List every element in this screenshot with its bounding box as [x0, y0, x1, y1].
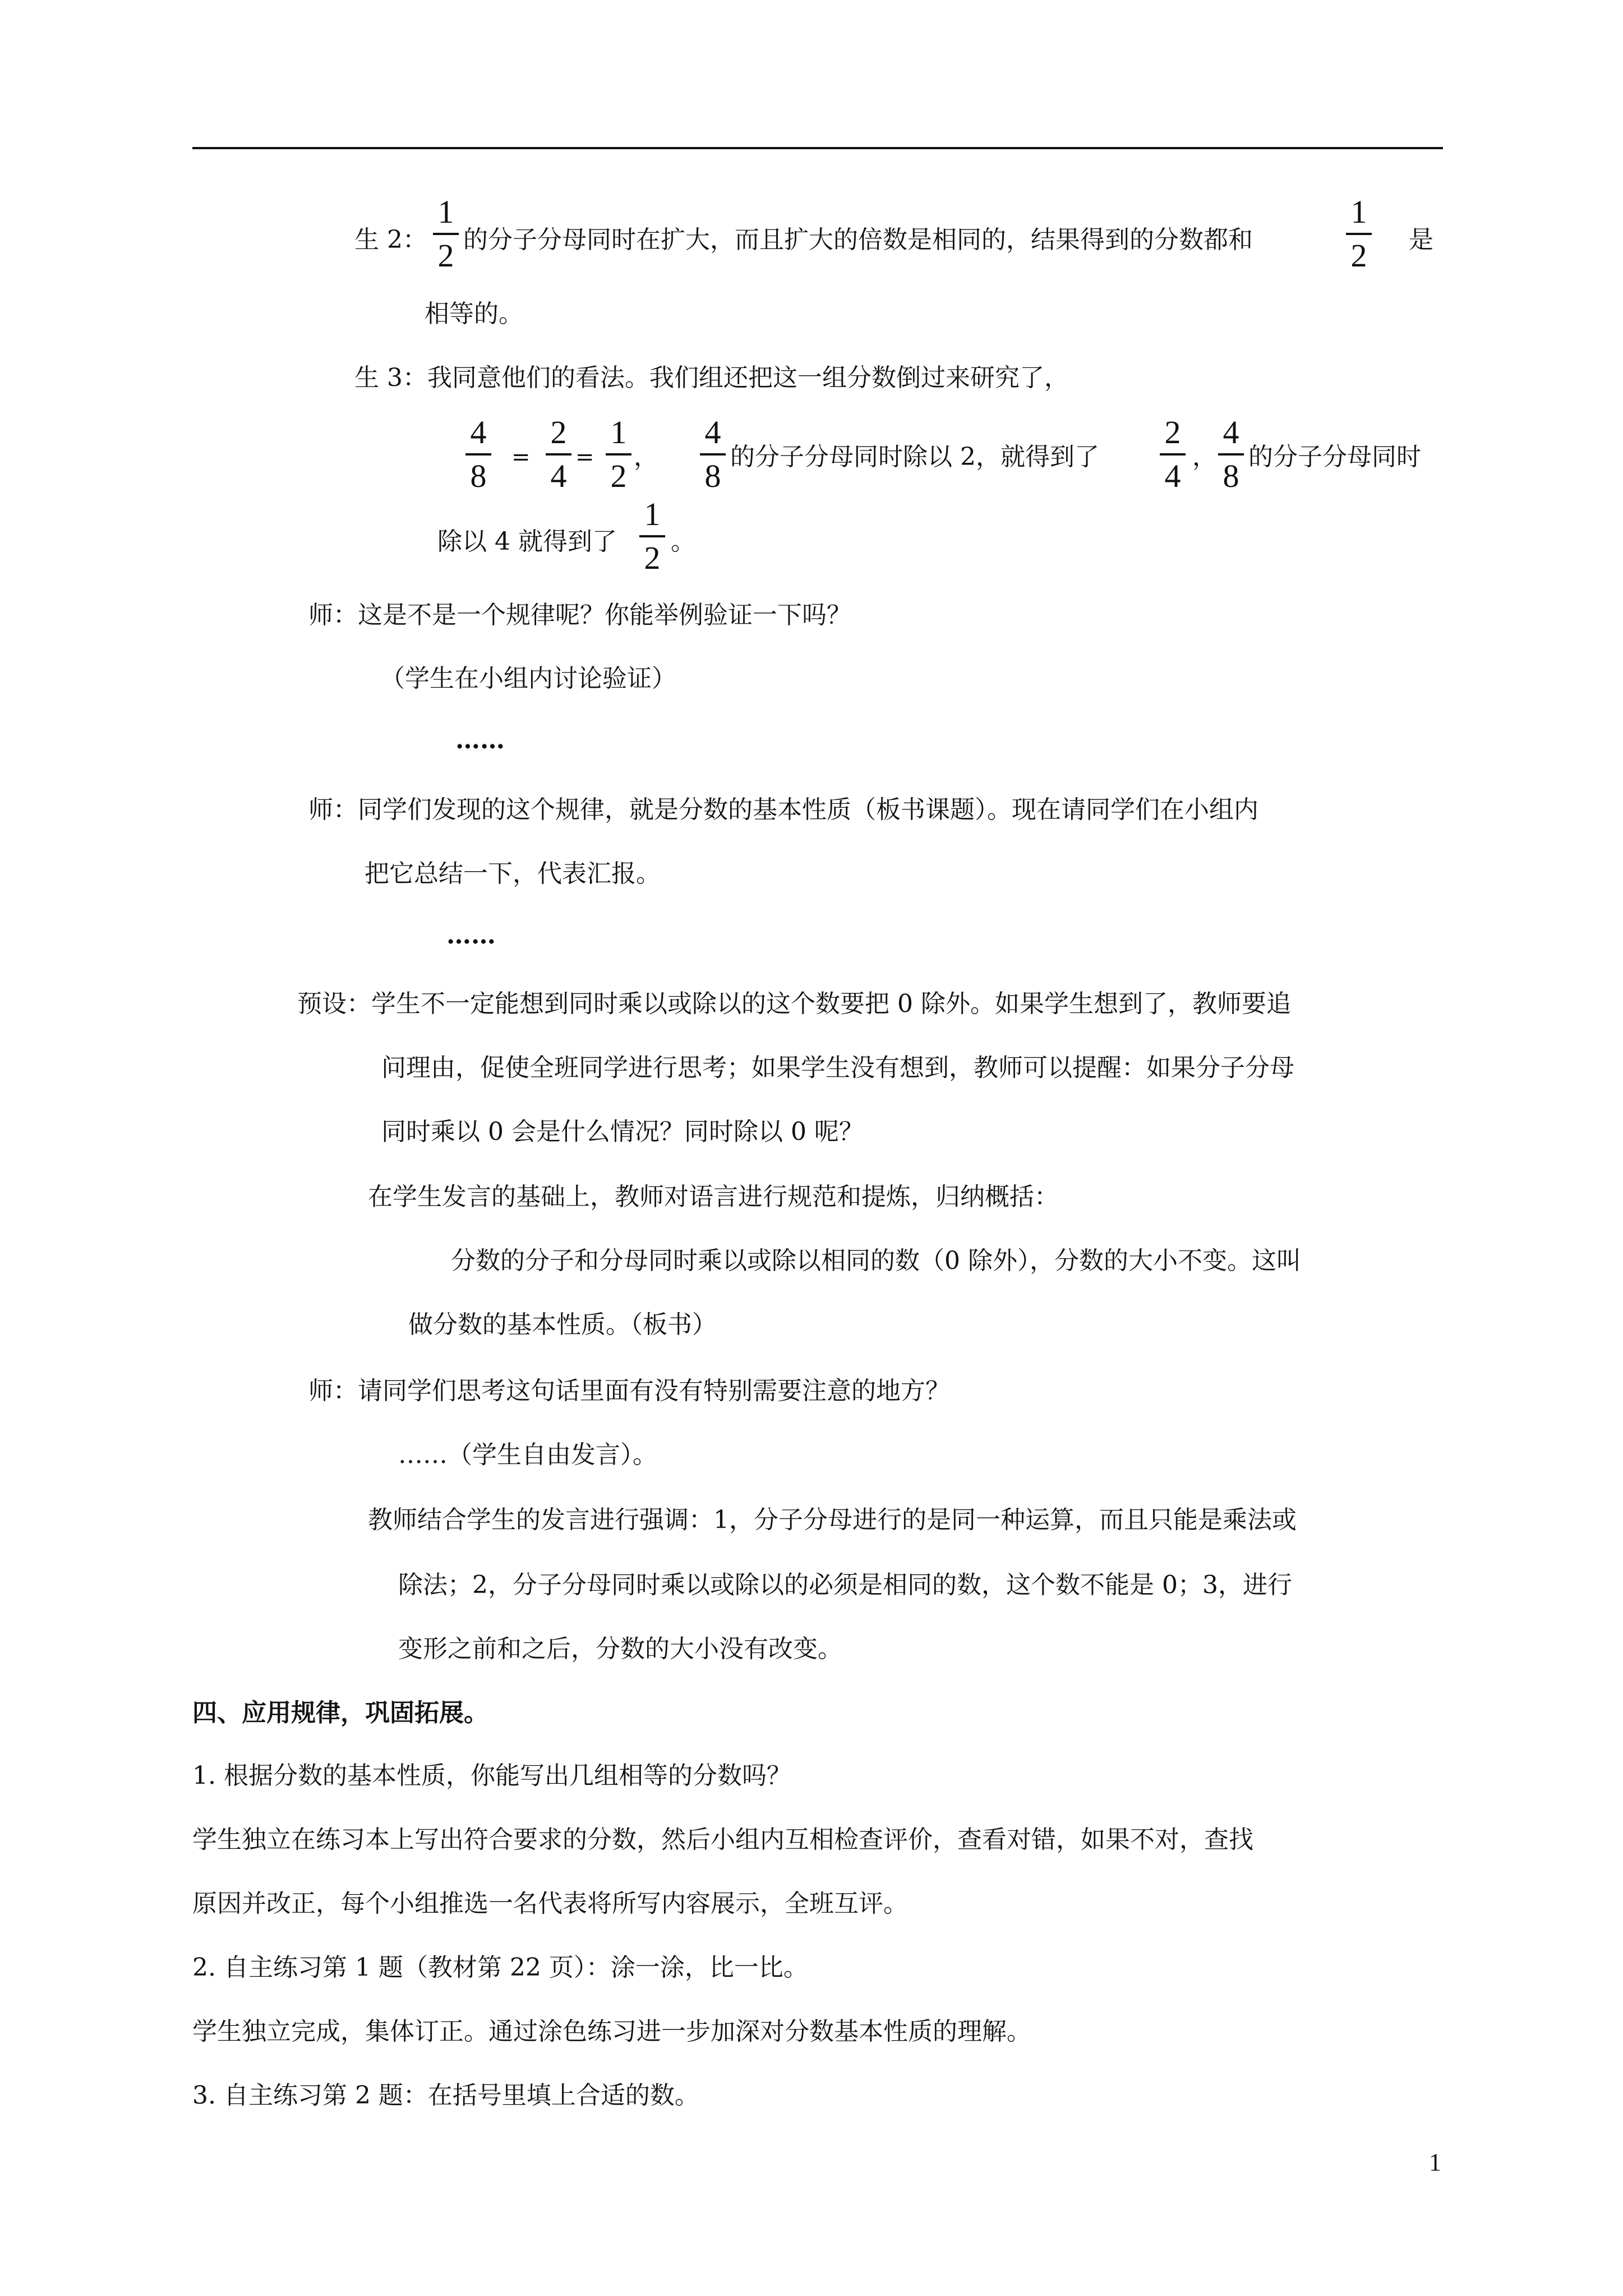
- exercise-2-desc: 学生独立完成，集体订正。通过涂色练习进一步加深对分数基本性质的理解。: [192, 2017, 1031, 2046]
- fraction: 4 8: [465, 414, 491, 495]
- equals-sign: =: [511, 444, 531, 470]
- period: 。: [671, 527, 695, 556]
- student2-label: 生 2：: [354, 226, 427, 254]
- teacher-statement-cont: 把它总结一下，代表汇报。: [365, 859, 661, 888]
- emphasis-line-3: 变形之前和之后，分数的大小没有改变。: [398, 1635, 842, 1663]
- equals-sign: =: [575, 444, 594, 470]
- emphasis-line-1: 教师结合学生的发言进行强调：1，分子分母进行的是同一种运算，而且只能是乘法或: [368, 1506, 1297, 1534]
- comma: ，: [1192, 443, 1217, 471]
- student3-text: 生 3：我同意他们的看法。我们组还把这一组分数倒过来研究了，: [354, 364, 1069, 392]
- student2-text: 的分子分母同时在扩大，而且扩大的倍数是相同的，结果得到的分数都和: [463, 226, 1253, 254]
- summary-intro: 在学生发言的基础上，教师对语言进行规范和提炼，归纳概括：: [368, 1182, 1059, 1211]
- student3-text-divide4: 除以 4 就得到了: [437, 527, 617, 556]
- fraction: 1 2: [639, 496, 665, 577]
- preset-line-1: 预设：学生不一定能想到同时乘以或除以的这个数要把 0 除外。如果学生想到了，教师要追: [297, 990, 1291, 1018]
- ellipsis: ……: [455, 726, 505, 754]
- fraction: 2 4: [1160, 414, 1186, 495]
- fraction: 4 8: [700, 414, 726, 495]
- page-number: 1: [1429, 2148, 1441, 2176]
- teacher-question-2: 师：请同学们思考这句话里面有没有特别需要注意的地方？: [308, 1377, 950, 1405]
- exercise-1-desc-cont: 原因并改正，每个小组推选一名代表将所写内容展示，全班互评。: [192, 1889, 908, 1918]
- preset-line-2: 问理由，促使全班同学进行思考；如果学生没有想到，教师可以提醒：如果分子分母: [381, 1053, 1294, 1082]
- fraction: 4 8: [1218, 414, 1244, 495]
- property-statement-cont: 做分数的基本性质。（板书）: [408, 1310, 717, 1339]
- fraction: 2 4: [546, 414, 571, 495]
- section-heading: 四、应用规律，巩固拓展。: [192, 1699, 488, 1727]
- exercise-3: 3. 自主练习第 2 题：在括号里填上合适的数。: [192, 2081, 699, 2110]
- fraction: 1 2: [606, 414, 631, 495]
- student2-text-cont: 相等的。: [425, 300, 523, 328]
- preset-line-3: 同时乘以 0 会是什么情况？同时除以 0 呢？: [381, 1117, 864, 1146]
- exercise-1: 1. 根据分数的基本性质，你能写出几组相等的分数吗？: [192, 1761, 791, 1790]
- teacher-question: 师：这是不是一个规律呢？你能举例验证一下吗？: [308, 601, 851, 629]
- teacher-note: （学生在小组内讨论验证）: [380, 664, 676, 693]
- exercise-1-desc: 学生独立在练习本上写出符合要求的分数，然后小组内互相检查评价，查看对错，如果不对，查找: [192, 1825, 1253, 1854]
- student2-text-end: 是: [1409, 226, 1433, 254]
- exercise-2: 2. 自主练习第 1 题（教材第 22 页）：涂一涂，比一比。: [192, 1953, 808, 1982]
- teacher-statement: 师：同学们发现的这个规律，就是分数的基本性质（板书课题）。现在请同学们在小组内: [308, 795, 1258, 824]
- header-rule: [192, 147, 1443, 149]
- property-statement: 分数的分子和分母同时乘以或除以相同的数（0 除外），分数的大小不变。这叫: [451, 1246, 1301, 1275]
- ellipsis: ……: [446, 921, 496, 950]
- student3-text-simul: 的分子分母同时: [1248, 443, 1421, 471]
- fraction: 1 2: [1346, 194, 1372, 274]
- student3-text-divide2: 的分子分母同时除以 2，就得到了: [730, 443, 1099, 471]
- student-free-speech: ……（学生自由发言）。: [398, 1441, 657, 1469]
- comma: ，: [634, 443, 658, 471]
- fraction: 1 2: [433, 194, 459, 274]
- emphasis-line-2: 除法；2，分子分母同时乘以或除以的必须是相同的数，这个数不能是 0；3，进行: [398, 1571, 1292, 1599]
